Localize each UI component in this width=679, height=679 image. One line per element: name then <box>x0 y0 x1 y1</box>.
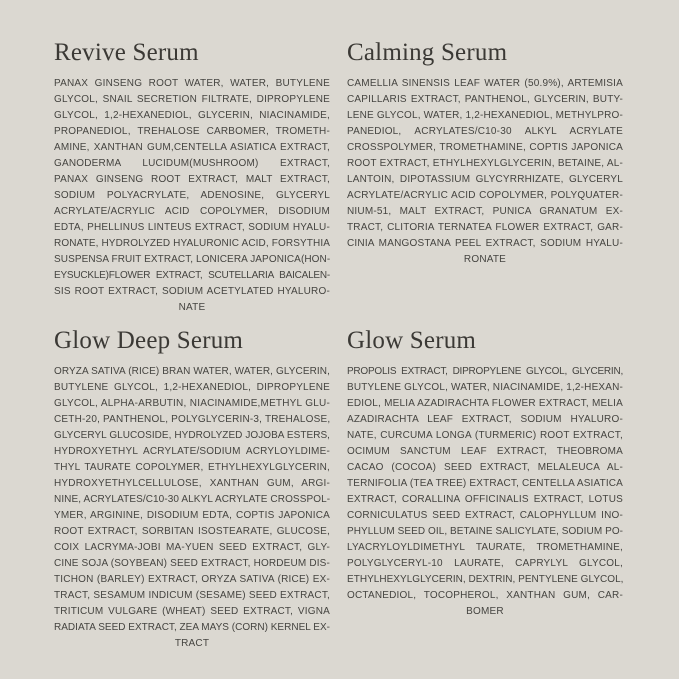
ingredient-line: NATE, CURCUMA LONGA (TURMERIC) ROOT EXTRACT, <box>347 430 623 441</box>
ingredient-line: POLYGLYCERYL-10 LAURATE, CAPRYLYL GLYCOL, <box>347 558 623 569</box>
serum-title-revive: Revive Serum <box>54 39 199 66</box>
ingredient-line: BUTYLENE GLYCOL, 1,2-HEXANEDIOL, DIPROPYLENE <box>54 382 330 393</box>
ingredient-line: GLYCERYL GLUCOSIDE, HYDROLYZED JOJOBA ESTERS, <box>54 430 330 441</box>
serum-title-calming: Calming Serum <box>347 39 508 66</box>
ingredient-line: RONATE, HYDROLYZED HYALURONIC ACID, FORSYTHIA <box>54 238 330 249</box>
ingredient-line: TRACT, SESAMUM INDICUM (SESAME) SEED EXTRACT, <box>54 590 330 601</box>
ingredient-line: EDIOL, MELIA AZADIRACHTA FLOWER EXTRACT, MELIA <box>347 398 623 409</box>
ingredient-line: OCIMUM SANCTUM LEAF EXTRACT, THEOBROMA <box>347 446 623 457</box>
ingredient-line: EDTA, PHELLINUS LINTEUS EXTRACT, SODIUM HYALU- <box>54 222 330 233</box>
ingredient-line: TICHON (BARLEY) EXTRACT, ORYZA SATIVA (RICE) EX- <box>54 574 330 585</box>
ingredient-line: LYACRYLOYLDIMETHYL TAURATE, TROMETHAMINE, <box>347 542 623 553</box>
ingredient-line: GLYCOL, ALPHA-ARBUTIN, NIACINAMIDE,METHYL GLU- <box>54 398 330 409</box>
ingredient-list-revive <box>54 76 330 316</box>
ingredient-line: PANAX GINSENG ROOT WATER, WATER, BUTYLENE <box>54 78 330 89</box>
ingredient-line: COIX LACRYMA-JOBI MA-YUEN SEED EXTRACT, GLY- <box>54 542 330 553</box>
ingredient-line: PHYLLUM SEED OIL, BETAINE SALICYLATE, SODIUM PO- <box>347 526 623 537</box>
ingredient-line: AZADIRACHTA LEAF EXTRACT, SODIUM HYALURO- <box>347 414 623 425</box>
ingredient-line: SUSPENSA FRUIT EXTRACT, LONICERA JAPONICA(HON- <box>54 254 330 265</box>
ingredient-line: GLYCOL, SNAIL SECRETION FILTRATE, DIPROPYLENE <box>54 94 330 105</box>
section-glow-serum <box>347 325 623 620</box>
ingredient-line: YMER, ARGININE, DISODIUM EDTA, COPTIS JAPONICA <box>54 510 330 521</box>
ingredient-line: TRITICUM VULGARE (WHEAT) SEED EXTRACT, VIGNA <box>54 606 330 617</box>
ingredient-line: RONATE <box>463 254 507 265</box>
serum-title-glow-deep: Glow Deep Serum <box>54 327 244 354</box>
ingredient-line: ROOT EXTRACT, SORBITAN ISOSTEARATE, GLUCOSE, <box>54 526 330 537</box>
ingredient-line: GANODERMA LUCIDUM(MUSHROOM) EXTRACT, <box>54 158 330 169</box>
ingredient-line: ETHYLHEXYLGLYCERIN, DEXTRIN, PENTYLENE GLYCOL, <box>347 574 623 585</box>
ingredient-list-calming <box>347 76 623 268</box>
ingredient-list-glow <box>347 364 623 620</box>
ingredient-line: PANAX GINSENG ROOT EXTRACT, MALT EXTRACT, <box>54 174 330 185</box>
ingredient-line: PROPANEDIOL, TREHALOSE CARBOMER, TROMETH- <box>54 126 330 137</box>
ingredient-line: TRACT, CLITORIA TERNATEA FLOWER EXTRACT, GAR- <box>347 222 623 233</box>
section-glow-deep-serum <box>54 325 330 652</box>
ingredient-line: NATE <box>178 302 206 313</box>
ingredient-line: TRACT <box>174 638 210 649</box>
ingredient-line: EYSUCKLE)FLOWER EXTRACT, SCUTELLARIA BAICALEN- <box>54 270 330 281</box>
ingredient-line: ACRYLATE/ACRYLIC ACID COPOLYMER, DISODIUM <box>54 206 330 217</box>
ingredient-line: OCTANEDIOL, TOCOPHEROL, XANTHAN GUM, CAR- <box>347 590 623 601</box>
ingredient-line: CAMELLIA SINENSIS LEAF WATER (50.9%), ARTEMISIA <box>347 78 623 89</box>
ingredient-line: CAPILLARIS EXTRACT, PANTHENOL, GLYCERIN, BUTY- <box>347 94 623 105</box>
ingredient-line: CETH-20, PANTHENOL, POLYGLYCERIN-3, TREHALOSE, <box>54 414 330 425</box>
ingredient-line: CINE SOJA (SOYBEAN) SEED EXTRACT, HORDEUM DIS- <box>54 558 330 569</box>
ingredient-line: SIS ROOT EXTRACT, SODIUM ACETYLATED HYALURO- <box>54 286 330 297</box>
ingredient-list-glow-deep <box>54 364 330 652</box>
ingredient-line: CINIA MANGOSTANA PEEL EXTRACT, SODIUM HYALU- <box>347 238 623 249</box>
ingredient-line: NINE, ACRYLATES/C10-30 ALKYL ACRYLATE CROSSPOL- <box>54 494 330 505</box>
ingredient-line: CORNICULATUS SEED EXTRACT, CALOPHYLLUM INO- <box>347 510 623 521</box>
ingredient-line: ACRYLATE/ACRYLIC ACID COPOLYMER, POLYQUATER- <box>347 190 623 201</box>
serum-title-glow: Glow Serum <box>347 327 477 354</box>
ingredient-line: AMINE, XANTHAN GUM,CENTELLA ASIATICA EXTRACT, <box>54 142 330 153</box>
ingredient-line: LANTOIN, DIPOTASSIUM GLYCYRRHIZATE, GLYCERYL <box>347 174 623 185</box>
ingredient-line: PANEDIOL, ACRYLATES/C10-30 ALKYL ACRYLATE <box>347 126 623 137</box>
ingredient-line: BUTYLENE GLYCOL, WATER, NIACINAMIDE, 1,2-HEXAN- <box>347 382 623 393</box>
ingredient-line: ROOT EXTRACT, ETHYLHEXYLGLYCERIN, BETAINE, AL- <box>347 158 623 169</box>
ingredient-line: EXTRACT, CORALLINA OFFICINALIS EXTRACT, LOTUS <box>347 494 623 505</box>
ingredient-line: ORYZA SATIVA (RICE) BRAN WATER, WATER, GLYCERIN, <box>54 366 330 377</box>
ingredient-line: BOMER <box>466 606 504 617</box>
ingredient-line: NIUM-51, MALT EXTRACT, PUNICA GRANATUM EX- <box>347 206 623 217</box>
ingredient-line: HYDROXYETHYLCELLULOSE, XANTHAN GUM, ARGI- <box>54 478 330 489</box>
ingredient-line: GLYCOL, 1,2-HEXANEDIOL, GLYCERIN, NIACINAMIDE, <box>54 110 330 121</box>
ingredient-line: LENE GLYCOL, WATER, 1,2-HEXANEDIOL, METHYLPRO- <box>347 110 623 121</box>
ingredient-line: RADIATA SEED EXTRACT, ZEA MAYS (CORN) KERNEL EX- <box>54 622 330 633</box>
ingredient-line: SODIUM POLYACRYLATE, ADENOSINE, GLYCERYL <box>54 190 330 201</box>
ingredient-line: CROSSPOLYMER, TROMETHAMINE, COPTIS JAPONICA <box>347 142 623 153</box>
ingredient-line: TERNIFOLIA (TEA TREE) EXTRACT, CENTELLA ASIATICA <box>347 478 623 489</box>
section-calming-serum <box>347 37 623 268</box>
ingredient-line: THYL TAURATE COPOLYMER, ETHYLHEXYLGLYCERIN, <box>54 462 330 473</box>
ingredient-line: HYDROXYETHYL ACRYLATE/SODIUM ACRYLOYLDIME- <box>54 446 330 457</box>
ingredient-line: CACAO (COCOA) SEED EXTRACT, MELALEUCA AL- <box>347 462 623 473</box>
ingredient-line: PROPOLIS EXTRACT, DIPROPYLENE GLYCOL, GLYCERIN, <box>347 366 623 377</box>
section-revive-serum <box>54 37 330 316</box>
serum-grid <box>54 37 625 652</box>
